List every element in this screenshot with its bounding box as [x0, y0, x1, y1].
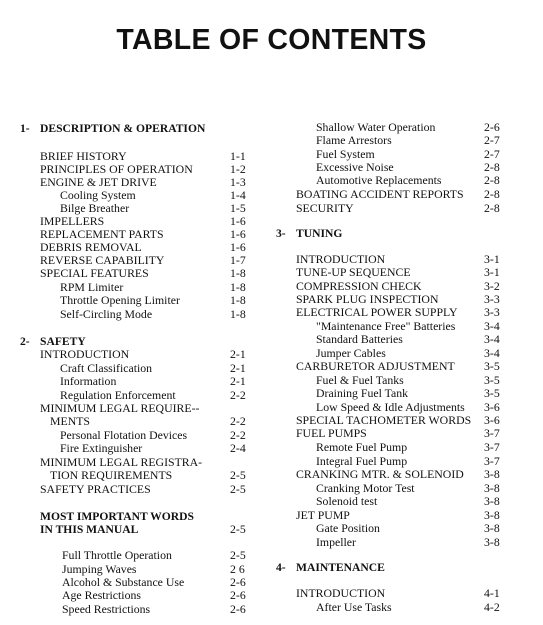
page-number: 3-6: [484, 400, 500, 414]
entry-title: Fuel & Fuel Tanks: [316, 373, 404, 387]
entry-title: Jumper Cables: [316, 346, 386, 360]
toc-entry[interactable]: [316, 387, 508, 400]
toc-entry[interactable]: [50, 415, 250, 428]
page-number: 3-3: [484, 305, 500, 319]
entry-title: MENTS: [50, 414, 90, 428]
section-title: TUNING: [296, 227, 343, 240]
page-number: 2-5: [230, 482, 246, 496]
toc-entry[interactable]: [296, 188, 508, 201]
section-title: DESCRIPTION & OPERATION: [40, 122, 206, 135]
toc-entry[interactable]: [62, 603, 250, 616]
entry-title: Information: [60, 374, 117, 388]
page-number: 3-8: [484, 521, 500, 535]
toc-entry[interactable]: [296, 306, 508, 319]
page-number: 3-4: [484, 332, 500, 346]
entry-title: Excessive Noise: [316, 160, 394, 174]
toc-entry[interactable]: [40, 267, 250, 280]
entry-title: Throttle Opening Limiter: [60, 293, 180, 307]
entry-title: MINIMUM LEGAL REQUIRE--: [40, 401, 200, 415]
page-number: 3-4: [484, 319, 500, 333]
page-number: 3-8: [484, 508, 500, 522]
entry-title: CRANKING MTR. & SOLENOID: [296, 467, 464, 481]
entry-title: Solenoid test: [316, 494, 378, 508]
entry-title: Age Restrictions: [62, 588, 141, 602]
entry-title: Speed Restrictions: [62, 602, 151, 616]
entry-title: Cranking Motor Test: [316, 481, 415, 495]
entry-title: REVERSE CAPABILITY: [40, 253, 165, 267]
entry-title: COMPRESSION CHECK: [296, 279, 422, 293]
toc-entry[interactable]: [60, 442, 250, 455]
page-number: 1-8: [230, 307, 246, 321]
entry-title: Personal Flotation Devices: [60, 428, 188, 442]
toc-entry[interactable]: [316, 536, 508, 549]
entry-title: ENGINE & JET DRIVE: [40, 175, 157, 189]
page-number: 3-5: [484, 386, 500, 400]
page-number: 2-5: [230, 468, 246, 482]
toc-entry[interactable]: [40, 483, 250, 496]
entry-title: SAFETY PRACTICES: [40, 482, 151, 496]
page-number: 4-2: [484, 600, 500, 614]
entry-title: Automotive Replacements: [316, 173, 442, 187]
entry-title: IMPELLERS: [40, 214, 105, 228]
entry-title: "Maintenance Free" Batteries: [316, 319, 456, 333]
page-number: 3-8: [484, 494, 500, 508]
page-number: 1-2: [230, 162, 246, 176]
section-heading-3[interactable]: [276, 227, 396, 240]
toc-entry[interactable]: [60, 375, 250, 388]
page-number: 3-2: [484, 279, 500, 293]
entry-title: Alcohol & Substance Use: [62, 575, 185, 589]
page-number: 3-6: [484, 413, 500, 427]
page-number: 1-6: [230, 214, 246, 228]
toc-entry-bold[interactable]: [40, 523, 250, 536]
page-number: 1-7: [230, 253, 246, 267]
toc-entry[interactable]: [296, 468, 508, 481]
toc-entry[interactable]: [296, 587, 508, 600]
entry-title: Craft Classification: [60, 361, 153, 375]
entry-title: BRIEF HISTORY: [40, 149, 127, 163]
entry-title: Remote Fuel Pump: [316, 440, 408, 454]
toc-entry[interactable]: [60, 294, 250, 307]
section-number: 1-: [20, 122, 30, 135]
page-number: 3-1: [484, 252, 500, 266]
page-number: 3-8: [484, 467, 500, 481]
entry-title: Regulation Enforcement: [60, 388, 176, 402]
page-number: 1-6: [230, 240, 246, 254]
entry-title: MOST IMPORTANT WORDS: [40, 510, 194, 523]
toc-entry[interactable]: [40, 348, 250, 361]
page-number: 3-4: [484, 346, 500, 360]
page-number: 2-6: [230, 602, 246, 616]
toc-entry[interactable]: [316, 441, 508, 454]
page-number: 2-2: [230, 414, 246, 428]
page-number: 2-8: [484, 160, 500, 174]
page-number: 1-8: [230, 293, 246, 307]
entry-title: MINIMUM LEGAL REGISTRA-: [40, 455, 203, 469]
page-number: 3-1: [484, 265, 500, 279]
toc-entry[interactable]: [316, 333, 508, 346]
entry-title: Gate Position: [316, 521, 380, 535]
page-number: 2-8: [484, 187, 500, 201]
entry-title: Bilge Breather: [60, 201, 130, 215]
section-title: SAFETY: [40, 335, 86, 348]
page-number: 2-6: [230, 588, 246, 602]
entry-title: Fire Extinguisher: [60, 441, 143, 455]
entry-title: PRINCIPLES OF OPERATION: [40, 162, 193, 176]
page-number: 3-8: [484, 535, 500, 549]
entry-title: REPLACEMENT PARTS: [40, 227, 164, 241]
page-number: 1-3: [230, 175, 246, 189]
page-number: 2-8: [484, 201, 500, 215]
page-number: 2-1: [230, 361, 246, 375]
entry-title: Shallow Water Operation: [316, 120, 436, 134]
entry-title: ELECTRICAL POWER SUPPLY: [296, 305, 458, 319]
toc-entry[interactable]: [50, 469, 250, 482]
entry-title: DEBRIS REMOVAL: [40, 240, 142, 254]
entry-title: RPM Limiter: [60, 280, 124, 294]
page-number: 4-1: [484, 586, 500, 600]
entry-title: Flame Arrestors: [316, 133, 392, 147]
toc-entry[interactable]: [296, 360, 508, 373]
entry-title: Self-Circling Mode: [60, 307, 153, 321]
toc-entry[interactable]: [60, 308, 250, 321]
page-number: 1-8: [230, 280, 246, 294]
section-heading-1[interactable]: [20, 122, 240, 135]
page-number: 2-5: [230, 522, 246, 536]
toc-entry[interactable]: [296, 427, 508, 440]
entry-title: SPECIAL TACHOMETER WORDS: [296, 413, 472, 427]
page-number: 1-5: [230, 201, 246, 215]
entry-title: Fuel System: [316, 147, 375, 161]
entry-title: SPECIAL FEATURES: [40, 266, 149, 280]
page-title: TABLE OF CONTENTS: [116, 24, 427, 56]
page-number: 1-4: [230, 188, 246, 202]
entry-title: CARBURETOR ADJUSTMENT: [296, 359, 455, 373]
page-number: 2-6: [230, 575, 246, 589]
page-number: 2-7: [484, 147, 500, 161]
section-number: 2-: [20, 335, 30, 348]
entry-title: INTRODUCTION: [296, 252, 386, 266]
entry-title: Draining Fuel Tank: [316, 386, 409, 400]
page-number: 2-5: [230, 548, 246, 562]
entry-title: SPARK PLUG INSPECTION: [296, 292, 439, 306]
page-number: 3-7: [484, 440, 500, 454]
page-number: 2 6: [230, 562, 245, 576]
section-heading-4[interactable]: [276, 561, 436, 574]
page-number: 3-3: [484, 292, 500, 306]
entry-title: Impeller: [316, 535, 356, 549]
page-number: 2-7: [484, 133, 500, 147]
entry-title: IN THIS MANUAL: [40, 523, 139, 536]
entry-title: FUEL PUMPS: [296, 426, 367, 440]
toc-entry[interactable]: [316, 134, 508, 147]
page-number: 2-6: [484, 120, 500, 134]
entry-title: Cooling System: [60, 188, 136, 202]
toc-entry-bold[interactable]: [40, 510, 250, 523]
section-title: MAINTENANCE: [296, 561, 385, 574]
entry-title: BOATING ACCIDENT REPORTS: [296, 187, 464, 201]
entry-title: Full Throttle Operation: [62, 548, 172, 562]
page-number: 2-2: [230, 428, 246, 442]
entry-title: Standard Batteries: [316, 332, 403, 346]
toc-entry[interactable]: [296, 202, 508, 215]
entry-title: After Use Tasks: [316, 600, 392, 614]
page-number: 1-1: [230, 149, 246, 163]
entry-title: Integral Fuel Pump: [316, 454, 408, 468]
page-number: 1-6: [230, 227, 246, 241]
page-number: 3-5: [484, 373, 500, 387]
toc-entry[interactable]: [62, 589, 250, 602]
toc-entry[interactable]: [316, 174, 508, 187]
page-number: 2-1: [230, 374, 246, 388]
entry-title: INTRODUCTION: [296, 586, 386, 600]
entry-title: JET PUMP: [296, 508, 350, 522]
toc-entry[interactable]: [62, 549, 250, 562]
page-number: 3-7: [484, 454, 500, 468]
entry-title: SECURITY: [296, 201, 354, 215]
toc-entry[interactable]: [316, 601, 508, 614]
section-number: 4-: [276, 561, 286, 574]
entry-title: Low Speed & Idle Adjustments: [316, 400, 465, 414]
entry-title: TION REQUIREMENTS: [50, 468, 173, 482]
page-number: 2-4: [230, 441, 246, 455]
page-number: 2-2: [230, 388, 246, 402]
toc-entry[interactable]: [316, 495, 508, 508]
page-number: 3-8: [484, 481, 500, 495]
entry-title: TUNE-UP SEQUENCE: [296, 265, 411, 279]
section-number: 3-: [276, 227, 286, 240]
page-number: 2-8: [484, 173, 500, 187]
entry-title: INTRODUCTION: [40, 347, 130, 361]
toc-entry[interactable]: [316, 522, 508, 535]
page-number: 1-8: [230, 266, 246, 280]
entry-title: Jumping Waves: [62, 562, 137, 576]
page-number: 3-5: [484, 359, 500, 373]
toc-entry[interactable]: [296, 266, 508, 279]
page-number: 3-7: [484, 426, 500, 440]
page-number: 2-1: [230, 347, 246, 361]
